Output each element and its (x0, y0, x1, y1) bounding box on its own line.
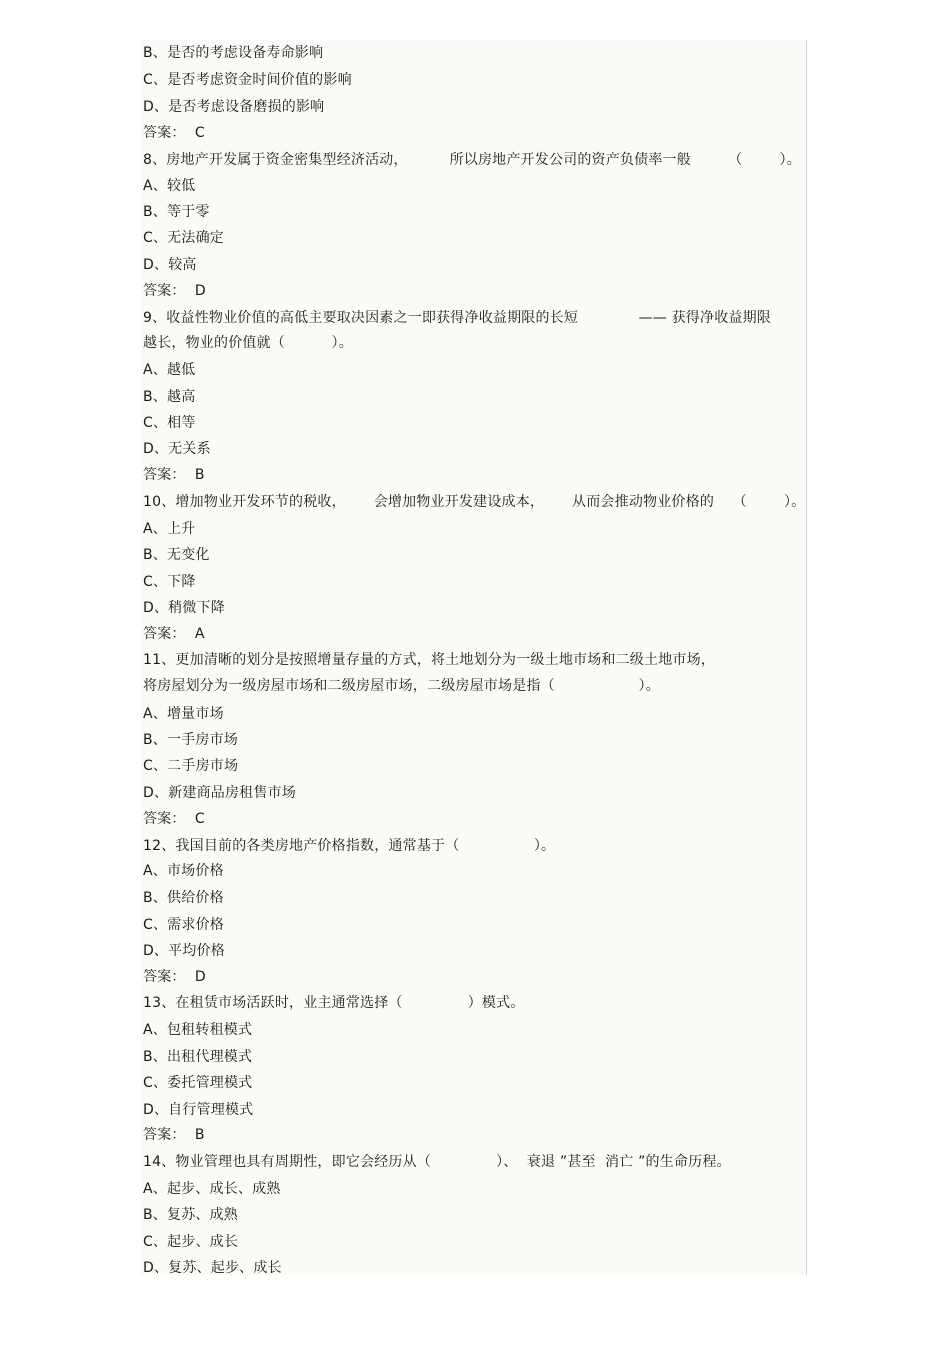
text-line: D、较高 (143, 257, 197, 273)
text-line: 答案： D (143, 283, 206, 299)
text-line: A、上升 (143, 521, 196, 537)
text-line: 13、在租赁市场活跃时，业主通常选择（ ）模式。 (143, 995, 525, 1011)
text-line: C、委托管理模式 (143, 1075, 253, 1091)
text-line: D、稍微下降 (143, 600, 225, 616)
text-line: A、增量市场 (143, 706, 224, 722)
text-line: C、需求价格 (143, 917, 224, 933)
text-line: B、等于零 (143, 204, 210, 220)
text-line: C、相等 (143, 415, 196, 431)
text-line: D、是否考虑设备磨损的影响 (143, 99, 325, 115)
text-line: 答案： B (143, 1127, 205, 1143)
text-line: D、新建商品房租售市场 (143, 785, 296, 801)
text-line: B、一手房市场 (143, 732, 239, 748)
text-line: B、是否的考虑设备寿命影响 (143, 45, 324, 61)
text-line: B、复苏、成熟 (143, 1207, 239, 1223)
text-line: B、无变化 (143, 547, 210, 563)
text-line: D、无关系 (143, 441, 211, 457)
text-line: C、无法确定 (143, 230, 224, 246)
text-line: D、自行管理模式 (143, 1102, 254, 1118)
text-line: 12、我国目前的各类房地产价格指数，通常基于（ ）。 (143, 838, 556, 854)
text-line: 将房屋划分为一级房屋市场和二级房屋市场，二级房屋市场是指（ ）。 (143, 678, 660, 694)
text-line: C、是否考虑资金时间价值的影响 (143, 72, 352, 88)
text-line: A、包租转租模式 (143, 1022, 253, 1038)
text-line: B、越高 (143, 389, 196, 405)
text-line: 11、更加清晰的划分是按照增量存量的方式，将土地划分为一级土地市场和二级土地市场， (143, 652, 716, 668)
text-line: C、起步、成长 (143, 1234, 239, 1250)
text-line: D、平均价格 (143, 943, 225, 959)
text-line: 8、房地产开发属于资金密集型经济活动， 所以房地产开发公司的资产负债率一般 （ ）。 (143, 152, 801, 168)
text-line: A、起步、成长、成熟 (143, 1181, 281, 1197)
text-line: C、下降 (143, 574, 196, 590)
text-line: C、二手房市场 (143, 758, 239, 774)
text-line: 答案： D (143, 969, 206, 985)
text-line: 越长，物业的价值就（ ）。 (143, 335, 353, 351)
text-line: 答案： C (143, 811, 205, 827)
text-line: A、较低 (143, 178, 196, 194)
text-line: 答案： A (143, 626, 205, 642)
text-line: 答案： C (143, 125, 205, 141)
text-line: A、越低 (143, 362, 196, 378)
text-line: A、市场价格 (143, 863, 224, 879)
text-line: 14、物业管理也具有周期性，即它会经历从（ ）、 衰退 ”甚至 消亡 ”的生命历程。 (143, 1154, 731, 1170)
text-line: 10、增加物业开发环节的税收， 会增加物业开发建设成本， 从而会推动物业价格的 （ ）。 (143, 494, 806, 510)
text-line: 9、收益性物业价值的高低主要取决因素之一即获得净收益期限的长短 —— 获得净收益期限 (143, 310, 772, 326)
text-line: B、出租代理模式 (143, 1049, 253, 1065)
text-line: 答案： B (143, 467, 205, 483)
text-line: B、供给价格 (143, 890, 224, 906)
text-line: D、复苏、起步、成长 (143, 1260, 282, 1276)
